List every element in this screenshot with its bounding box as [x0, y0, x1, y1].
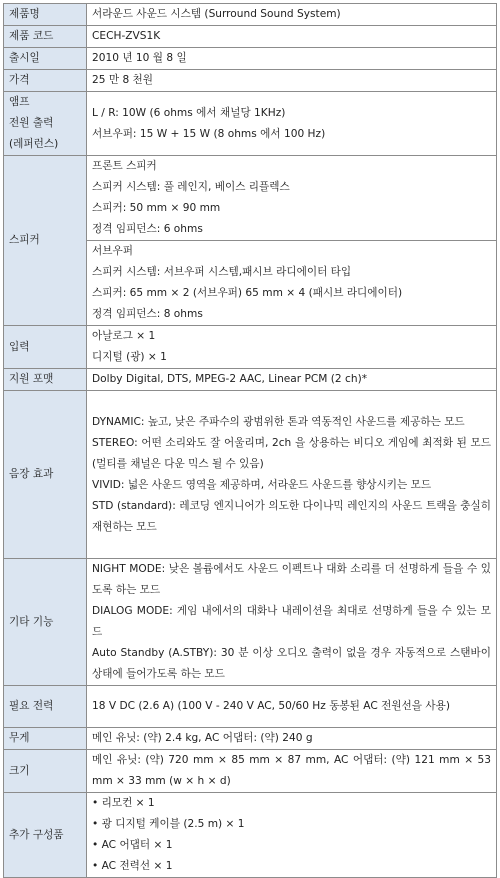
- value-power: [87, 686, 497, 728]
- value-input: [87, 326, 497, 369]
- value-format: Dolby Digital, DTS, MPEG-2 AAC, Linear PCM (2 ch)*: [87, 369, 497, 391]
- value-sound-effects: [87, 391, 497, 559]
- subwoofer-line: 스피커 시스템: 서브우퍼 시스템,패시브 라디에이터 타입: [92, 266, 352, 278]
- label-input: 입력: [4, 326, 87, 369]
- effect-vivid: VIVID: 넓은 사운드 영역을 제공하며, 서라운드 사운드를 향상시키는 모드: [92, 478, 432, 491]
- row-product-code: [4, 26, 497, 48]
- row-amp-output: [4, 92, 497, 156]
- size-text: 메인 유닛: (약) 720 mm × 85 mm × 87 mm, AC 어댑터: (약) 121 mm × 53 mm × 33 mm (w × h × d): [92, 754, 491, 787]
- row-size: [4, 750, 497, 793]
- subwoofer-line: 서브우퍼: [92, 245, 133, 257]
- list-item: • 리모컨 × 1: [92, 797, 155, 809]
- label-amp-output: [4, 92, 87, 156]
- subwoofer-line: 스피커: 65 mm × 2 (서브우퍼) 65 mm × 4 (패시브 라디에이터): [92, 287, 403, 299]
- value-accessories: [87, 793, 497, 878]
- row-accessories: [4, 793, 497, 878]
- label-accessories: 추가 구성품: [4, 793, 87, 878]
- list-item: • AC 어댑터 × 1: [92, 839, 173, 851]
- value-amp-output: [87, 92, 497, 156]
- label-weight: 무게: [4, 728, 87, 750]
- effect-std: STD (standard): 레코딩 엔지니어가 의도한 다이나믹 레인지의 사운드 트랙을 충실히 재현하는 모드: [92, 499, 491, 533]
- feature-night-mode: NIGHT MODE: 낮은 볼륨에서도 사운드 이펙트나 대화 소리를 더 선명하게 들을 수 있도록 하는 모드: [92, 563, 491, 596]
- label-speaker: 스피커: [4, 156, 87, 326]
- label-amp-line: 전원 출력: [9, 117, 54, 129]
- front-speaker-line: 스피커 시스템: 풀 레인지, 베이스 리플렉스: [92, 181, 290, 193]
- list-item: • 광 디지털 케이블 (2.5 m) × 1: [92, 818, 245, 830]
- value-release-date: 2010 년 10 월 8 일: [87, 48, 497, 70]
- accessory-list: [92, 793, 491, 877]
- subwoofer-block: [87, 240, 496, 325]
- label-sound-effects: 음장 효과: [4, 391, 87, 559]
- label-power: 필요 전력: [4, 686, 87, 728]
- power-text: 18 V DC (2.6 A) (100 V - 240 V AC, 50/60 Hz 동봉된 AC 전원선을 사용): [92, 700, 450, 712]
- list-item: • AC 전력선 × 1: [92, 860, 173, 872]
- label-product-name: 제품명: [4, 4, 87, 26]
- value-weight: 메인 유닛: (약) 2.4 kg, AC 어댑터: (약) 240 g: [87, 728, 497, 750]
- effect-stereo: STEREO: 어떤 소리와도 잘 어울리며, 2ch 을 상용하는 비디오 게임에 최적화 된 모드 (멀티를 채널은 다운 믹스 될 수 있음): [92, 436, 491, 470]
- label-size: 크기: [4, 750, 87, 793]
- row-input: [4, 326, 497, 369]
- spec-table: [3, 3, 497, 878]
- value-size: [87, 750, 497, 793]
- amp-sub-line: 서브우퍼: 15 W + 15 W (8 ohms 에서 100 Hz): [92, 127, 326, 140]
- row-power: [4, 686, 497, 728]
- label-amp-line: (레퍼런스): [9, 138, 59, 150]
- label-format: 지원 포맷: [4, 369, 87, 391]
- feature-dialog-mode: DIALOG MODE: 게임 내에서의 대화나 내레이션을 최대로 선명하게 들을 수 있는 모드: [92, 605, 491, 638]
- value-speaker: [87, 156, 497, 326]
- front-speaker-line: 스피커: 50 mm × 90 mm: [92, 202, 221, 214]
- label-other-features: 기타 기능: [4, 559, 87, 686]
- front-speaker-line: 정격 임피던스: 6 ohms: [92, 223, 203, 235]
- row-price: [4, 70, 497, 92]
- label-amp-line: 앰프: [9, 96, 30, 108]
- label-release-date: 출시일: [4, 48, 87, 70]
- subwoofer-line: 정격 임피던스: 8 ohms: [92, 308, 203, 320]
- row-other-features: [4, 559, 497, 686]
- feature-auto-standby: Auto Standby (A.STBY): 30 분 이상 오디오 출력이 없을 경우 자동적으로 스탠바이 상태에 들어가도록 하는 모드: [92, 647, 491, 680]
- value-other-features: [87, 559, 497, 686]
- value-product-code: CECH-ZVS1K: [87, 26, 497, 48]
- row-format: [4, 369, 497, 391]
- row-release-date: [4, 48, 497, 70]
- input-digital-line: 디지털 (광) × 1: [92, 351, 167, 363]
- value-price: 25 만 8 천원: [87, 70, 497, 92]
- input-analog-line: 아날로그 × 1: [92, 330, 156, 342]
- label-product-code: 제품 코드: [4, 26, 87, 48]
- row-product-name: [4, 4, 497, 26]
- row-sound-effects: [4, 391, 497, 559]
- row-weight: [4, 728, 497, 750]
- value-product-name: 서라운드 사운드 시스템 (Surround Sound System): [87, 4, 497, 26]
- front-speaker-block: [92, 156, 491, 240]
- effect-dynamic: DYNAMIC: 높고, 낮은 주파수의 광범위한 톤과 역동적인 사운드를 제공하는 모드: [92, 415, 465, 428]
- row-speaker: [4, 156, 497, 326]
- label-price: 가격: [4, 70, 87, 92]
- amp-lr-line: L / R: 10W (6 ohms 에서 채널당 1KHz): [92, 106, 286, 119]
- front-speaker-line: 프론트 스피커: [92, 160, 157, 172]
